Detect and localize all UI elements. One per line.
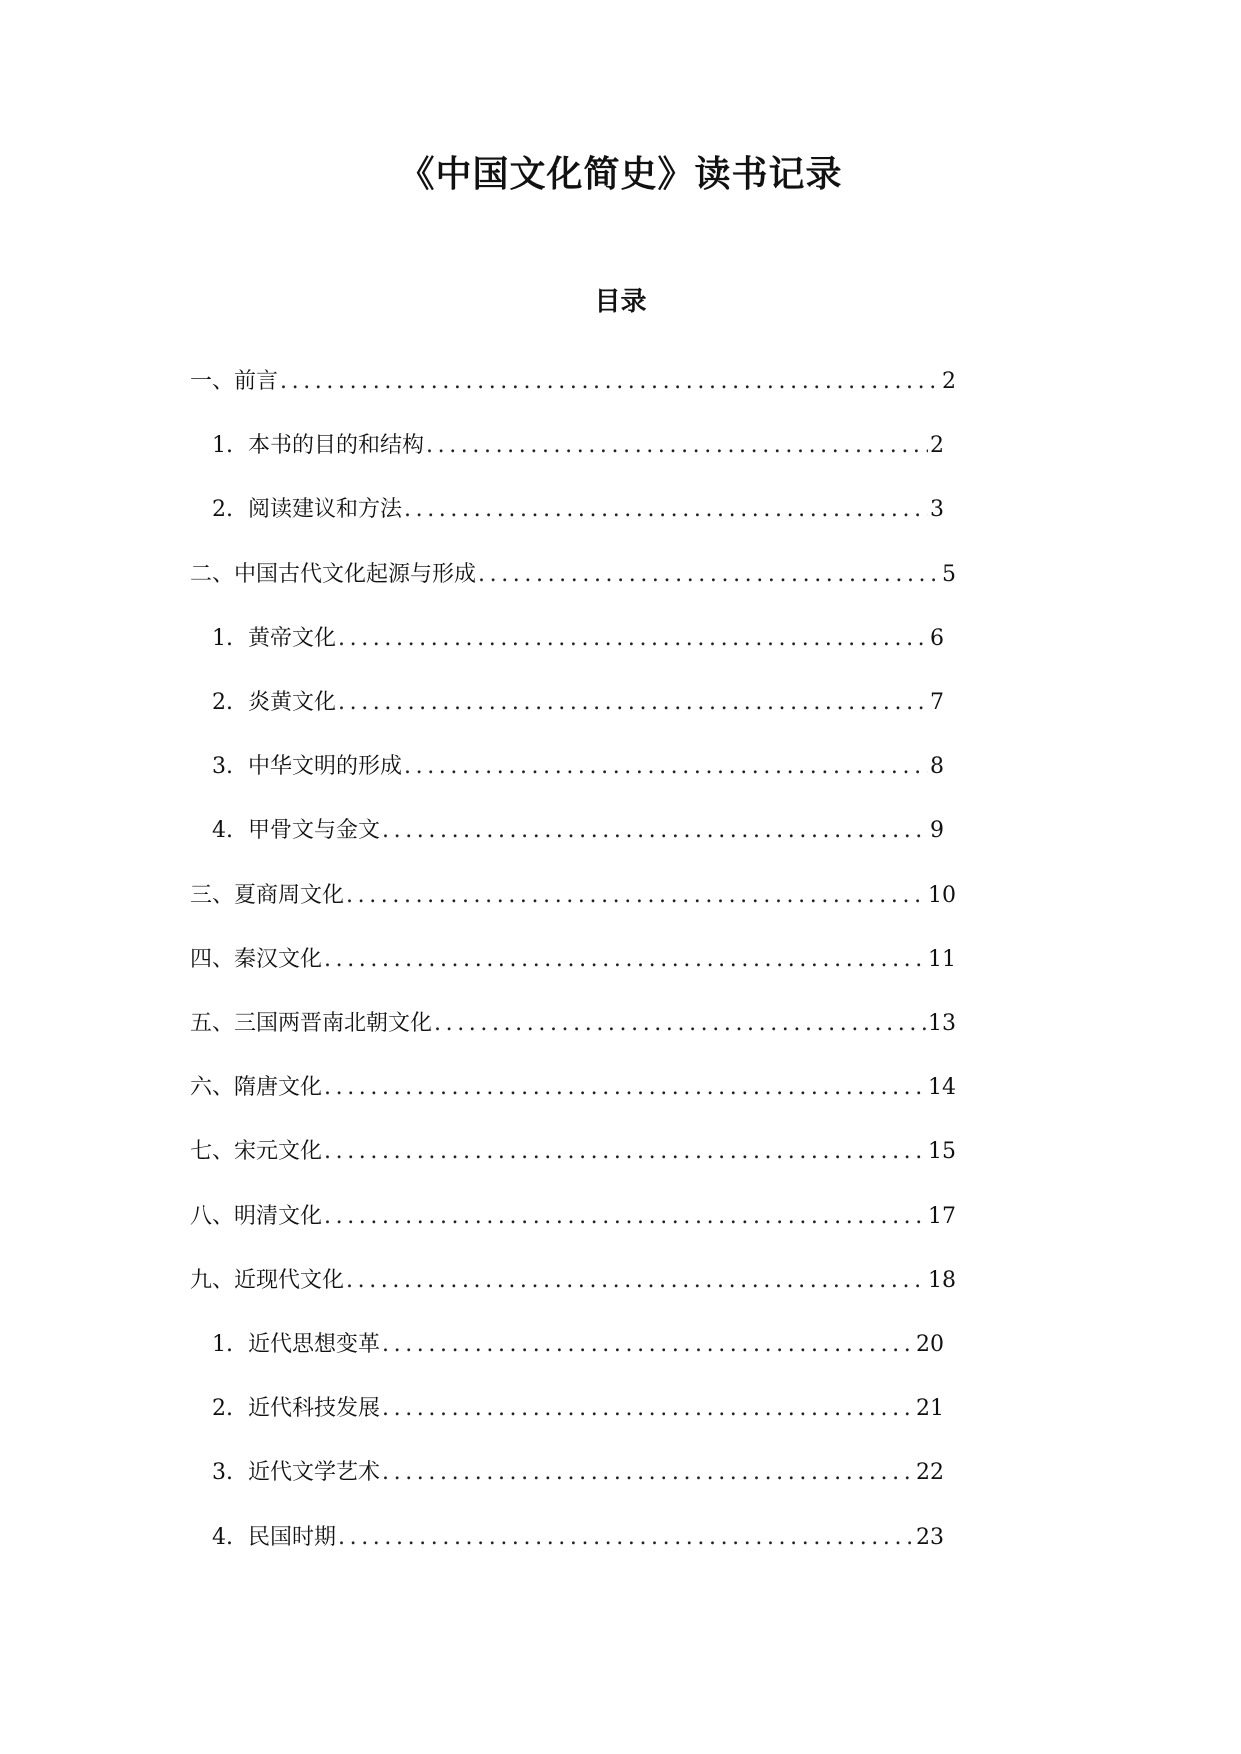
toc-entry-label: 中华文明的形成	[248, 754, 403, 779]
toc-entry[interactable]	[212, 1325, 944, 1365]
toc-entry-number: 1.	[212, 433, 233, 458]
toc-dot-leader	[338, 1518, 914, 1558]
toc-entry-label: 一、前言	[190, 369, 279, 394]
toc-dot-leader	[382, 1453, 914, 1493]
toc-entry-label: 炎黄文化	[248, 690, 337, 715]
toc-dot-leader	[346, 1261, 926, 1301]
toc-entry-page-number: 22	[916, 1460, 944, 1485]
toc-entry-label: 甲骨文与金文	[248, 818, 381, 843]
toc-dot-leader	[324, 1068, 926, 1108]
toc-entry-number: 2.	[212, 690, 233, 715]
toc-entry-number: 1.	[212, 626, 233, 651]
toc-dot-leader	[338, 619, 928, 659]
toc-entry-number: 4.	[212, 818, 233, 843]
toc-entry-page-number: 2	[942, 369, 956, 394]
toc-entry[interactable]	[212, 490, 944, 530]
toc-entry-number: 2.	[212, 1396, 233, 1421]
toc-entry[interactable]	[212, 683, 944, 723]
toc-entry-number: 3.	[212, 1460, 233, 1485]
toc-entry-label: 黄帝文化	[248, 626, 337, 651]
toc-entry[interactable]	[190, 1004, 956, 1044]
toc-entry-label: 近代思想变革	[248, 1332, 381, 1357]
toc-entry-label: 阅读建议和方法	[248, 497, 403, 522]
toc-dot-leader	[382, 811, 928, 851]
toc-entry[interactable]	[212, 1389, 944, 1429]
toc-entry-label: 六、隋唐文化	[190, 1075, 323, 1100]
toc-entry-page-number: 17	[928, 1204, 956, 1229]
toc-entry-label: 四、秦汉文化	[190, 947, 323, 972]
toc-dot-leader	[426, 426, 928, 466]
toc-entry-page-number: 14	[928, 1075, 956, 1100]
toc-entry-page-number: 7	[930, 690, 944, 715]
toc-entry[interactable]	[212, 1518, 944, 1558]
toc-dot-leader	[478, 555, 940, 595]
toc-entry-page-number: 8	[930, 754, 944, 779]
toc-dot-leader	[404, 490, 928, 530]
toc-entry-label: 八、明清文化	[190, 1204, 323, 1229]
toc-entry[interactable]	[190, 1197, 956, 1237]
toc-entry-number: 3.	[212, 754, 233, 779]
toc-dot-leader	[280, 362, 940, 402]
toc-entry-page-number: 9	[930, 818, 944, 843]
toc-dot-leader	[338, 683, 928, 723]
toc-entry[interactable]	[212, 1453, 944, 1493]
toc-entry-page-number: 11	[928, 947, 956, 972]
toc-entry-page-number: 10	[928, 883, 956, 908]
toc-entry-number: 1.	[212, 1332, 233, 1357]
toc-entry-label: 近代科技发展	[248, 1396, 381, 1421]
toc-entry[interactable]	[212, 747, 944, 787]
toc-entry-label: 民国时期	[248, 1525, 337, 1550]
toc-entry[interactable]	[190, 555, 956, 595]
toc-entry-number: 2.	[212, 497, 233, 522]
toc-entry-label: 七、宋元文化	[190, 1139, 323, 1164]
toc-dot-leader	[324, 940, 926, 980]
toc-entry-label: 九、近现代文化	[190, 1268, 345, 1293]
toc-dot-leader	[324, 1197, 926, 1237]
document-title: 《中国文化简史》读书记录	[398, 154, 843, 195]
toc-entry-label: 近代文学艺术	[248, 1460, 381, 1485]
toc-dot-leader	[404, 747, 928, 787]
toc-dot-leader	[382, 1389, 914, 1429]
toc-dot-leader	[382, 1325, 914, 1365]
toc-entry-page-number: 5	[942, 562, 956, 587]
toc-entry-page-number: 23	[916, 1525, 944, 1550]
toc-entry[interactable]	[212, 426, 944, 466]
toc-entry[interactable]	[190, 1068, 956, 1108]
toc-entry-page-number: 18	[928, 1268, 956, 1293]
toc-dot-leader	[324, 1132, 926, 1172]
toc-entry-label: 二、中国古代文化起源与形成	[190, 562, 477, 587]
toc-entry-page-number: 20	[916, 1332, 944, 1357]
toc-entry[interactable]	[190, 362, 956, 402]
toc-dot-leader	[434, 1004, 926, 1044]
toc-entry-label: 五、三国两晋南北朝文化	[190, 1011, 433, 1036]
toc-entry-page-number: 6	[930, 626, 944, 651]
toc-entry-page-number: 2	[930, 433, 944, 458]
toc-entry[interactable]	[190, 876, 956, 916]
toc-entry-page-number: 13	[928, 1011, 956, 1036]
toc-entry-page-number: 15	[928, 1139, 956, 1164]
toc-entry-number: 4.	[212, 1525, 233, 1550]
toc-entry[interactable]	[212, 811, 944, 851]
toc-dot-leader	[346, 876, 926, 916]
toc-entry[interactable]	[190, 1261, 956, 1301]
toc-heading: 目录	[594, 287, 647, 317]
toc-entry-label: 三、夏商周文化	[190, 883, 345, 908]
toc-entry[interactable]	[190, 1132, 956, 1172]
toc-entry-label: 本书的目的和结构	[248, 433, 425, 458]
toc-entry-page-number: 21	[916, 1396, 944, 1421]
toc-entry[interactable]	[190, 940, 956, 980]
toc-entry[interactable]	[212, 619, 944, 659]
toc-entry-page-number: 3	[930, 497, 944, 522]
